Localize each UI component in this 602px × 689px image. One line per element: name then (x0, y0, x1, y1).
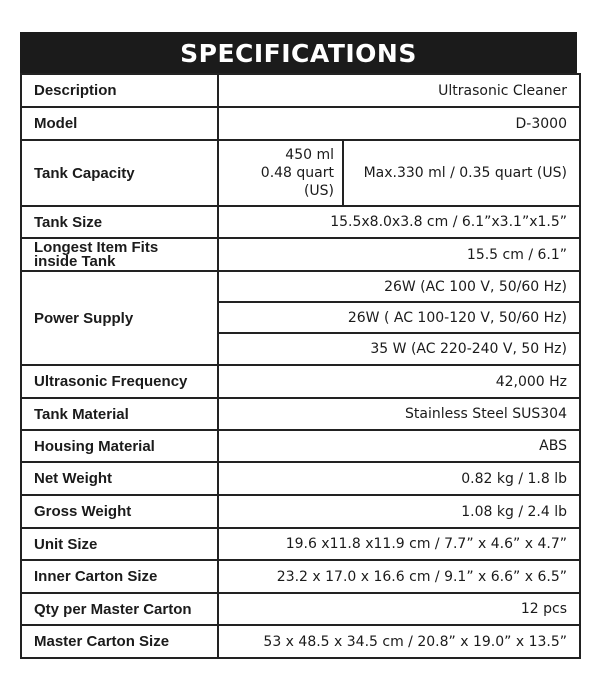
value-power-supply-2: 26W ( AC 100-120 V, 50/60 Hz) (218, 302, 580, 333)
row-tank-capacity (21, 140, 580, 206)
value-power-supply-1: 26W (AC 100 V, 50/60 Hz) (218, 271, 580, 302)
value-net-weight: 0.82 kg / 1.8 lb (218, 462, 580, 495)
value-qty-master-carton: 12 pcs (218, 593, 580, 625)
label-model: Model (21, 107, 218, 140)
label-description: Description (21, 74, 218, 107)
value-master-carton-size: 53 x 48.5 x 34.5 cm / 20.8” x 19.0” x 13.5” (218, 625, 580, 658)
label-net-weight: Net Weight (21, 462, 218, 495)
label-tank-size: Tank Size (21, 206, 218, 238)
row-description (21, 74, 580, 107)
label-longest-item: Longest Item Fits inside Tank (21, 238, 218, 271)
value-housing-material: ABS (218, 430, 580, 462)
value-unit-size: 19.6 x11.8 x11.9 cm / 7.7” x 4.6” x 4.7” (218, 528, 580, 560)
row-qty-master-carton (21, 593, 580, 625)
row-gross-weight (21, 495, 580, 528)
row-tank-size (21, 206, 580, 238)
tank-capacity-quart: 0.48 quart (US) (260, 165, 334, 199)
label-power-supply: Power Supply (21, 271, 218, 365)
row-ultrasonic-frequency (21, 365, 580, 398)
label-ultrasonic-frequency: Ultrasonic Frequency (21, 365, 218, 398)
value-inner-carton-size: 23.2 x 17.0 x 16.6 cm / 9.1” x 6.6” x 6.5” (218, 560, 580, 593)
row-inner-carton-size (21, 560, 580, 593)
row-tank-material (21, 398, 580, 430)
row-housing-material (21, 430, 580, 462)
spec-title: SPECIFICATIONS (20, 32, 577, 73)
spec-table (20, 73, 581, 659)
row-longest-item (21, 238, 580, 271)
value-longest-item: 15.5 cm / 6.1” (218, 238, 580, 271)
label-master-carton-size: Master Carton Size (21, 625, 218, 658)
label-gross-weight: Gross Weight (21, 495, 218, 528)
row-net-weight (21, 462, 580, 495)
label-tank-capacity: Tank Capacity (21, 140, 218, 206)
row-model (21, 107, 580, 140)
label-housing-material: Housing Material (21, 430, 218, 462)
value-tank-capacity-right: Max.330 ml / 0.35 quart (US) (343, 140, 580, 206)
row-power-supply-1 (21, 271, 580, 302)
label-tank-material: Tank Material (21, 398, 218, 430)
value-description: Ultrasonic Cleaner (218, 74, 580, 107)
label-unit-size: Unit Size (21, 528, 218, 560)
spec-sheet (20, 32, 577, 659)
row-unit-size (21, 528, 580, 560)
value-tank-capacity-left (218, 140, 343, 206)
tank-capacity-ml: 450 ml (285, 147, 334, 163)
value-tank-size: 15.5x8.0x3.8 cm / 6.1”x3.1”x1.5” (218, 206, 580, 238)
value-tank-material: Stainless Steel SUS304 (218, 398, 580, 430)
value-gross-weight: 1.08 kg / 2.4 lb (218, 495, 580, 528)
value-ultrasonic-frequency: 42,000 Hz (218, 365, 580, 398)
label-qty-master-carton: Qty per Master Carton (21, 593, 218, 625)
row-master-carton-size (21, 625, 580, 658)
value-model: D-3000 (218, 107, 580, 140)
label-inner-carton-size: Inner Carton Size (21, 560, 218, 593)
value-power-supply-3: 35 W (AC 220-240 V, 50 Hz) (218, 333, 580, 365)
